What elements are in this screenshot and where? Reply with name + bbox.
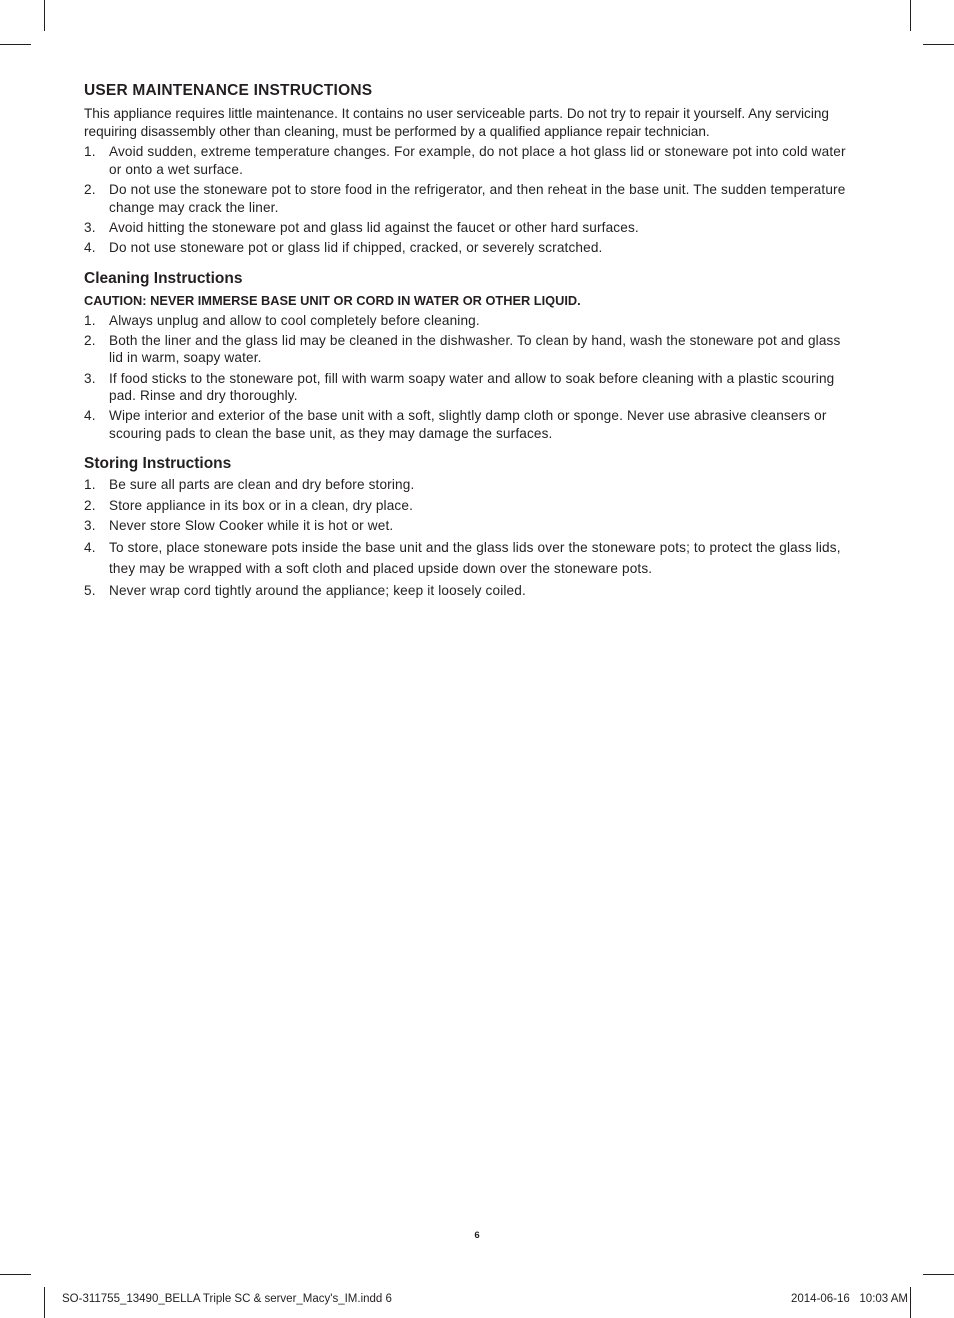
list-number: 3. <box>84 219 96 235</box>
list-item <box>84 537 858 579</box>
list-item <box>84 312 858 330</box>
crop-mark-bottom-left-horizontal <box>0 1274 31 1275</box>
list-item <box>84 407 858 442</box>
list-text: Do not use stoneware pot or glass lid if chipped, cracked, or severely scratched. <box>109 239 603 255</box>
list-number: 3. <box>84 370 96 386</box>
list-item <box>84 497 858 515</box>
crop-mark-top-left-horizontal <box>0 44 31 45</box>
list-number: 1. <box>84 477 96 493</box>
maintenance-intro: This appliance requires little maintenance. It contains no user serviceable parts. Do not try to repair it yourself. Any servicing requiring disassembly other than cleaning, must be performed by a qualified appliance repair technician. <box>84 106 829 139</box>
list-number: 4. <box>84 540 96 556</box>
cleaning-list <box>84 312 858 443</box>
list-item <box>84 219 858 237</box>
crop-mark-top-right-vertical <box>910 0 911 31</box>
maintenance-list <box>84 143 858 256</box>
list-number: 1. <box>84 312 96 328</box>
list-number: 3. <box>84 517 96 533</box>
crop-mark-bottom-left-vertical <box>44 1287 45 1318</box>
list-number: 5. <box>84 582 96 598</box>
list-text: Wipe interior and exterior of the base unit with a soft, slightly damp cloth or sponge. Never use abrasive cleansers or scouring pads to clean the base unit, as they may damage the surfaces. <box>109 408 827 441</box>
list-text: Never store Slow Cooker while it is hot or wet. <box>109 517 394 533</box>
list-number: 2. <box>84 181 96 197</box>
maintenance-section <box>84 82 858 257</box>
list-text: Never wrap cord tightly around the appliance; keep it loosely coiled. <box>109 582 526 598</box>
list-item <box>84 476 858 494</box>
list-item <box>84 517 858 535</box>
crop-mark-top-right-horizontal <box>923 44 954 45</box>
list-number: 1. <box>84 144 96 160</box>
list-item <box>84 143 858 178</box>
list-item <box>84 370 858 405</box>
crop-mark-top-left-vertical <box>44 0 45 31</box>
storing-section <box>84 455 858 599</box>
list-text: Always unplug and allow to cool completely before cleaning. <box>109 312 480 328</box>
list-number: 2. <box>84 497 96 513</box>
storing-heading: Storing Instructions <box>84 455 232 473</box>
page-number: 6 <box>474 1230 480 1241</box>
slug-file-info: SO-311755_13490_BELLA Triple SC & server_Macy's_IM.indd 6 <box>62 1293 392 1305</box>
slug-date-info: 2014-06-16 10:03 AM <box>791 1293 908 1305</box>
maintenance-heading: USER MAINTENANCE INSTRUCTIONS <box>84 82 373 99</box>
list-text: Avoid hitting the stoneware pot and glass lid against the faucet or other hard surfaces. <box>109 219 639 235</box>
list-item <box>84 582 858 600</box>
list-item <box>84 332 858 367</box>
crop-mark-bottom-right-horizontal <box>923 1274 954 1275</box>
list-number: 4. <box>84 408 96 424</box>
list-text: If food sticks to the stoneware pot, fill with warm soapy water and allow to soak before cleaning with a plastic scouring pad. Rinse and dry thoroughly. <box>109 370 835 404</box>
crop-mark-bottom-right-vertical <box>910 1287 911 1318</box>
cleaning-section <box>84 270 858 443</box>
list-number: 2. <box>84 332 96 348</box>
page-content <box>84 82 858 602</box>
cleaning-caution: CAUTION: NEVER IMMERSE BASE UNIT OR CORD IN WATER OR OTHER LIQUID. <box>84 292 581 308</box>
list-item <box>84 181 858 216</box>
list-number: 4. <box>84 239 96 255</box>
cleaning-heading: Cleaning Instructions <box>84 269 243 287</box>
list-text: To store, place stoneware pots inside the base unit and the glass lids over the stoneware pots; to protect the glass lids, they may be wrapped with a soft cloth and placed upside down over the stoneware pots. <box>109 540 841 577</box>
list-text: Store appliance in its box or in a clean, dry place. <box>109 497 414 513</box>
list-text: Be sure all parts are clean and dry before storing. <box>109 477 415 493</box>
list-text: Do not use the stoneware pot to store food in the refrigerator, and then reheat in the base unit. The sudden temperature change may crack the liner. <box>109 181 846 215</box>
list-item <box>84 239 858 257</box>
storing-list <box>84 476 858 599</box>
list-text: Avoid sudden, extreme temperature changes. For example, do not place a hot glass lid or stoneware pot into cold water or onto a wet surface. <box>109 144 846 177</box>
list-text: Both the liner and the glass lid may be cleaned in the dishwasher. To clean by hand, wash the stoneware pot and glass lid in warm, soapy water. <box>109 332 841 366</box>
